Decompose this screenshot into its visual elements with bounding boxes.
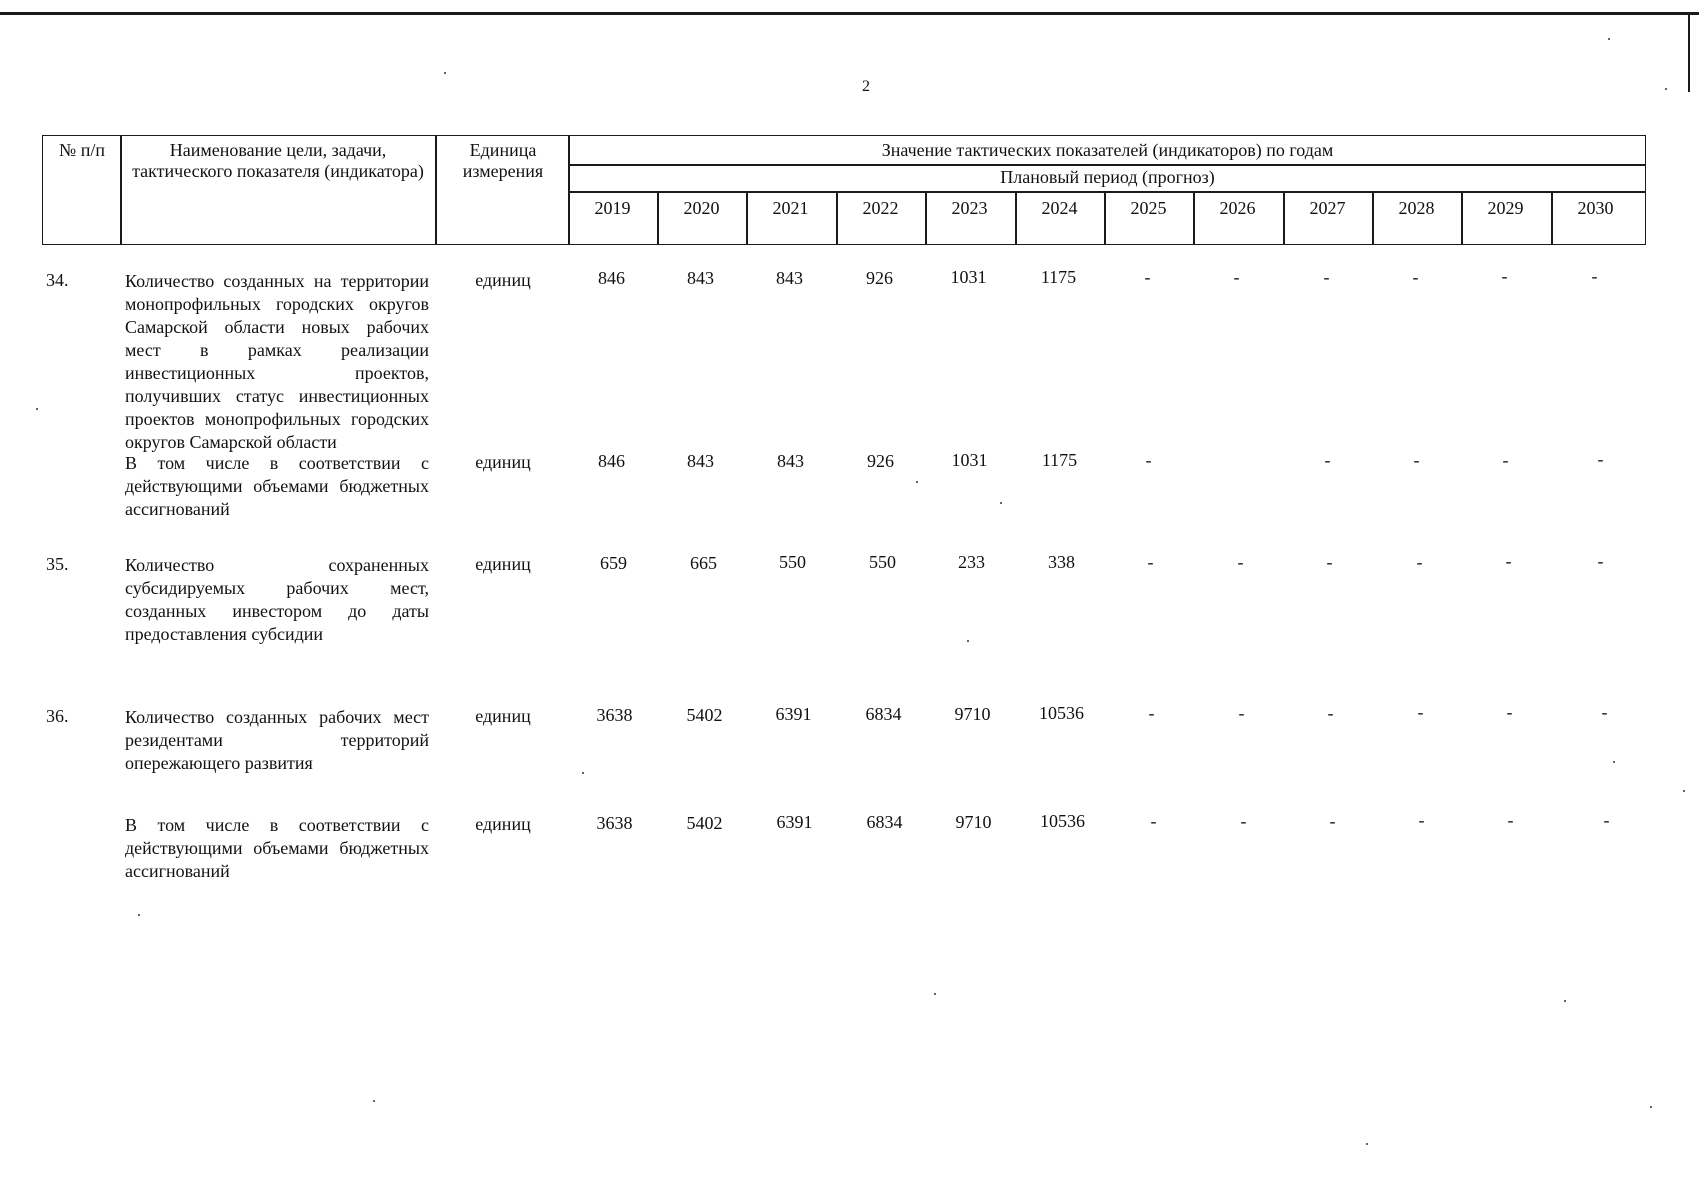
scan-speck (138, 914, 140, 916)
scan-speck (934, 993, 936, 995)
row-value: 1031 (950, 267, 987, 287)
row-value: 338 (1048, 552, 1075, 572)
row-value: 926 (866, 268, 893, 288)
row-value: 233 (958, 552, 985, 572)
row-value: 6834 (865, 704, 902, 724)
row-value: - (1417, 702, 1424, 722)
row-unit: единиц (475, 706, 531, 726)
row-value: 6391 (776, 812, 813, 832)
row-value: - (1601, 702, 1608, 722)
scan-speck (1564, 1000, 1566, 1002)
row-value: - (1591, 266, 1598, 286)
row-value: - (1238, 703, 1245, 723)
row-name: Количество созданных на территории монопрофильных городских округов Самарской области новых рабочих мест в рамках реализации инвестиционных проектов, получивших статус инвестиционных проектов монопрофильных городских округов Самарской области (125, 271, 429, 452)
scan-border-top (0, 12, 1699, 15)
row-name: Количество созданных рабочих мест резидентами территорий опережающего развития (125, 707, 429, 773)
row-value: - (1233, 267, 1240, 287)
row-value: 843 (776, 268, 803, 288)
row-value: 550 (779, 552, 806, 572)
scan-speck (444, 72, 446, 74)
row-value: - (1326, 552, 1333, 572)
row-unit: единиц (475, 270, 531, 290)
row-value: - (1505, 551, 1512, 571)
scan-speck (1608, 38, 1610, 40)
row-value: 846 (598, 451, 625, 471)
row-name: Количество сохраненных субсидируемых рабочих мест, созданных инвестором до даты предоставления субсидии (125, 555, 429, 644)
row-value: 1175 (1040, 267, 1077, 287)
header-num: № п/п (59, 140, 105, 160)
scan-speck (373, 1100, 375, 1102)
row-value: - (1329, 811, 1336, 831)
row-value: - (1597, 449, 1604, 469)
row-value: - (1148, 703, 1155, 723)
scan-speck (1366, 1143, 1368, 1145)
header-year: 2028 (1398, 198, 1435, 218)
scan-speck (1000, 502, 1002, 504)
row-value: 9710 (954, 704, 991, 724)
row-value: 5402 (686, 705, 723, 725)
row-value: - (1240, 811, 1247, 831)
row-value: 5402 (686, 813, 723, 833)
row-value: 3638 (596, 813, 633, 833)
row-value: - (1416, 552, 1423, 572)
row-value: 10536 (1039, 703, 1084, 723)
header-values-group: Значение тактических показателей (индикаторов) по годам (881, 140, 1334, 160)
row-unit: единиц (475, 814, 531, 834)
row-value: - (1324, 450, 1331, 470)
row-value: - (1144, 267, 1151, 287)
row-name: В том числе в соответствии с действующими объемами бюджетных ассигнований (125, 815, 429, 881)
row-value: - (1501, 266, 1508, 286)
header-year: 2023 (951, 198, 988, 218)
header-unit: Единица измерения (462, 140, 544, 181)
row-value: - (1506, 702, 1513, 722)
header-year: 2030 (1577, 198, 1614, 218)
row-value: - (1147, 552, 1154, 572)
row-value: 9710 (955, 812, 992, 832)
table-header (42, 135, 1646, 245)
scan-speck (1613, 761, 1615, 763)
row-value: 843 (777, 451, 804, 471)
row-value: 846 (598, 268, 625, 288)
row-number: 34. (46, 270, 69, 290)
row-value: - (1597, 551, 1604, 571)
row-value: - (1145, 450, 1152, 470)
header-year: 2024 (1041, 198, 1078, 218)
header-year: 2027 (1309, 198, 1346, 218)
row-name: В том числе в соответствии с действующими объемами бюджетных ассигнований (125, 453, 429, 519)
scan-border-top-right (1648, 13, 1699, 15)
row-value: - (1323, 267, 1330, 287)
row-value: 1175 (1041, 450, 1078, 470)
row-value: - (1150, 811, 1157, 831)
scan-speck (916, 481, 918, 483)
row-value: 1031 (951, 450, 988, 470)
row-value: 10536 (1040, 811, 1085, 831)
row-value: - (1413, 450, 1420, 470)
row-value: 6834 (866, 812, 903, 832)
row-value: 926 (867, 451, 894, 471)
row-value: - (1502, 450, 1509, 470)
row-value: 665 (690, 553, 717, 573)
row-value: - (1327, 703, 1334, 723)
header-year: 2020 (683, 198, 720, 218)
row-value: 659 (600, 553, 627, 573)
header-forecast-group: Плановый период (прогноз) (1000, 167, 1215, 187)
header-name: Наименование цели, задачи, тактического показателя (индикатора) (132, 140, 424, 181)
header-year: 2021 (772, 198, 809, 218)
header-year: 2029 (1487, 198, 1524, 218)
scan-speck (967, 640, 969, 642)
scan-speck (1683, 790, 1685, 792)
row-value: - (1418, 810, 1425, 830)
row-number: 36. (46, 706, 69, 726)
row-value: 843 (687, 451, 714, 471)
header-year: 2022 (862, 198, 899, 218)
row-value: - (1237, 552, 1244, 572)
scan-speck (582, 772, 584, 774)
row-value: - (1507, 810, 1514, 830)
row-value: 843 (687, 268, 714, 288)
row-value: 6391 (775, 704, 812, 724)
header-year: 2025 (1130, 198, 1167, 218)
row-value: 550 (869, 552, 896, 572)
row-value: - (1603, 810, 1610, 830)
row-value: - (1412, 267, 1419, 287)
row-number: 35. (46, 554, 69, 574)
header-year: 2026 (1219, 198, 1256, 218)
row-value: 3638 (596, 705, 633, 725)
row-unit: единиц (475, 452, 531, 472)
scan-border-right (1688, 14, 1690, 92)
scan-speck (1650, 1106, 1652, 1108)
header-year: 2019 (594, 198, 631, 218)
scan-speck (36, 408, 38, 410)
page-number: 2 (862, 78, 870, 95)
row-unit: единиц (475, 554, 531, 574)
scan-speck (1665, 88, 1667, 90)
